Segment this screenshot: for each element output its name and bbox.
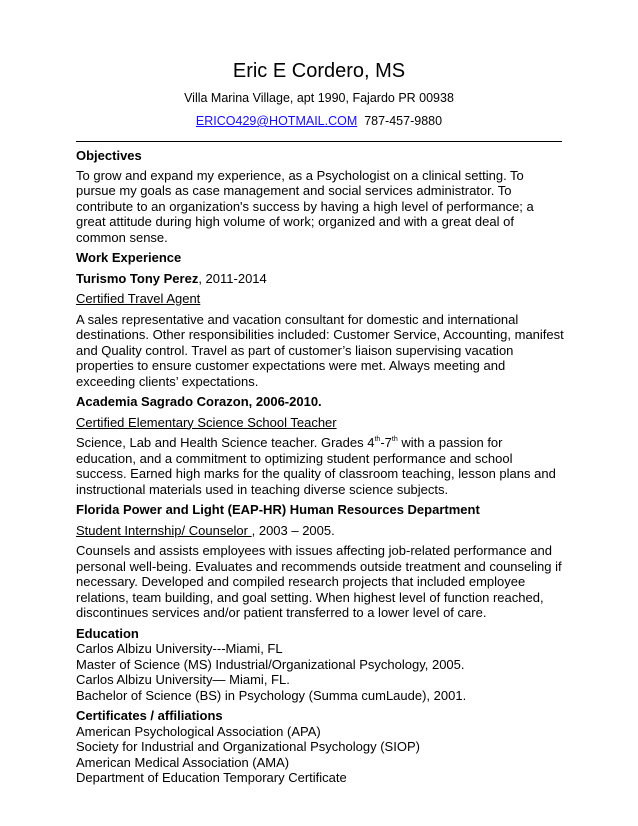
job-description-part: with a passion for education, and a commitment to optimizing student performance and school success. Earned high marks for the quality of classroom teaching, lesson plans and instructional materials used in teaching diverse science subjects.: [76, 435, 556, 497]
education-section: [76, 626, 564, 704]
work-experience-section: [76, 250, 564, 621]
job-header: [76, 523, 564, 539]
job-description: Counsels and assists employees with issues affecting job-related performance and personal well-being. Evaluates and recommends outside treatment and counseling if necessary. Developed and compiled research projects that included employee relations, team building, and goal setting. When highest level of function reached, discontinues services and/or patient transferred to a lower level of care.: [76, 543, 562, 620]
education-line: Master of Science (MS) Industrial/Organizational Psychology, 2005.: [76, 656, 465, 672]
job-employer: Florida Power and Light (EAP-HR) Human Resources Department: [76, 502, 480, 517]
education-line: Carlos Albizu University---Miami, FL: [76, 641, 283, 656]
job-description-part: -7: [380, 435, 392, 450]
education-heading: Education: [76, 625, 139, 641]
job-title: Student Internship/ Counselor: [76, 522, 252, 538]
certificate-line: Department of Education Temporary Certificate: [76, 770, 347, 785]
work-experience-heading: Work Experience: [76, 250, 182, 265]
certificate-line: American Medical Association (AMA): [76, 754, 290, 770]
job-header: [76, 271, 564, 287]
objectives-text: To grow and expand my experience, as a Psychologist on a clinical setting. To pursue my goals as case management and social services administrator. To contribute to an organization's success by having a high level of performance; a great attitude during high volume of work; organized and with a great deal of common sense.: [76, 167, 534, 245]
job-title: Certified Travel Agent: [76, 291, 201, 306]
job-dates: , 2011-2014: [198, 270, 267, 286]
education-line: Carlos Albizu University— Miami, FL.: [76, 672, 290, 687]
job-description: A sales representative and vacation consultant for domestic and international destinations. Other responsibilities included: Customer Service, Accounting, manifest and Quality control. Travel as part of customer’s liaison supervising vacation properties to ensure customer expectations were met. Always meeting and exceeding clients’ expectations.: [76, 311, 564, 389]
header-divider: [76, 141, 562, 142]
ordinal-suffix: th: [374, 436, 381, 443]
job-employer: Turismo Tony Perez: [76, 270, 199, 286]
objectives-heading: Objectives: [76, 148, 142, 163]
job-description-part: Science, Lab and Health Science teacher. Grades 4: [76, 435, 375, 450]
phone-number: 787-457-9880: [364, 114, 443, 128]
objectives-section: [76, 148, 564, 245]
job-employer: Academia Sagrado Corazon, 2006-2010.: [76, 394, 322, 409]
candidate-name: Eric E Cordero, MS: [232, 60, 406, 82]
ordinal-suffix: th: [391, 436, 398, 443]
job-title: Certified Elementary Science School Teacher: [76, 414, 337, 430]
contact-line: [0, 113, 638, 130]
certificate-line: American Psychological Association (APA): [76, 723, 321, 739]
certificate-line: Society for Industrial and Organizational Psychology (SIOP): [76, 739, 420, 754]
resume-body: [76, 148, 564, 786]
education-line: Bachelor of Science (BS) in Psychology (Summa cumLaude), 2001.: [76, 687, 467, 703]
job-dates: , 2003 – 2005.: [251, 522, 335, 538]
email-link[interactable]: ERICO429@HOTMAIL.COM: [195, 114, 358, 128]
address: Villa Marina Village, apt 1990, Fajardo PR 00938: [184, 91, 454, 105]
certificates-section: [76, 708, 564, 786]
job-description: [76, 435, 564, 497]
resume-header: [0, 58, 638, 130]
certificates-heading: Certificates / affiliations: [76, 708, 223, 723]
